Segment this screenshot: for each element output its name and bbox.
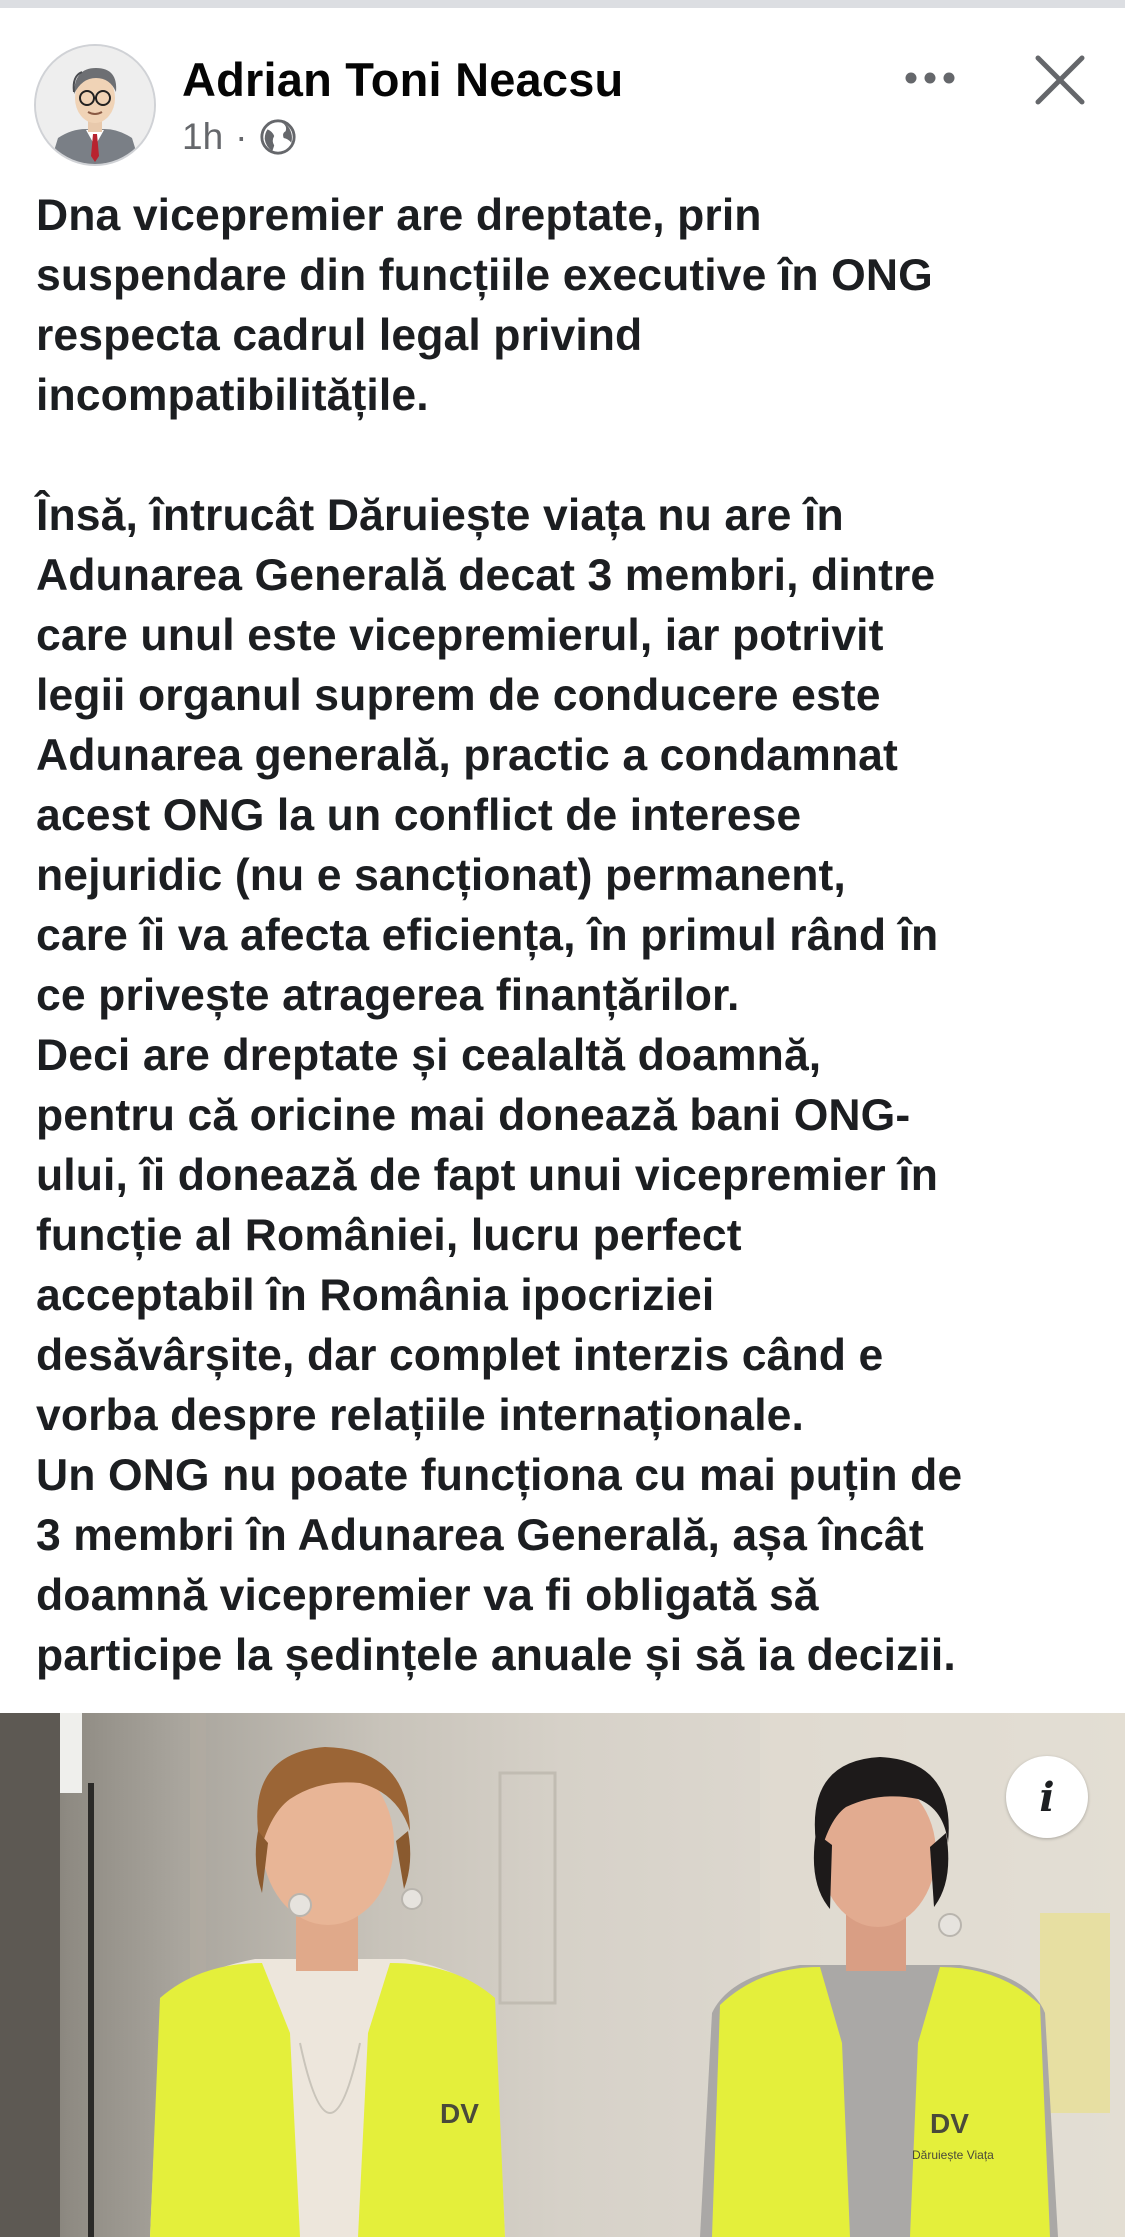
meta-separator: · bbox=[235, 116, 248, 157]
post-line: acest ONG la un conflict de interese bbox=[36, 791, 802, 840]
close-icon bbox=[1030, 50, 1090, 110]
post-line: care unul este vicepremierul, iar potrivit bbox=[36, 611, 884, 660]
post-line: Deci are dreptate și cealaltă doamnă, bbox=[36, 1031, 822, 1080]
post-line: Dna vicepremier are dreptate, prin bbox=[36, 191, 762, 240]
post-line: Adunarea Generală decat 3 membri, dintre bbox=[36, 551, 936, 600]
close-button[interactable] bbox=[1030, 50, 1090, 110]
post-line: participe la ședințele anuale și să ia decizii. bbox=[36, 1631, 956, 1680]
post-meta bbox=[182, 116, 297, 158]
post-line: desăvârșite, dar complet interzis când e bbox=[36, 1331, 884, 1380]
post-header bbox=[0, 8, 1125, 168]
post-line: ului, îi donează de fapt unui vicepremier în bbox=[36, 1151, 938, 1200]
post-line: Adunarea generală, practic a condamnat bbox=[36, 731, 898, 780]
paragraph-gap bbox=[36, 426, 1106, 486]
info-button[interactable] bbox=[1006, 1756, 1088, 1838]
photo-illustration bbox=[0, 1713, 1125, 2237]
post-line: doamnă vicepremier va fi obligată să bbox=[36, 1571, 819, 1620]
post-line: vorba despre relațiile internaționale. bbox=[36, 1391, 804, 1440]
post-line: incompatibilitățile. bbox=[36, 371, 429, 420]
post-line: nejuridic (nu e sancționat) permanent, bbox=[36, 851, 846, 900]
post-line: Un ONG nu poate funcționa cu mai puțin de bbox=[36, 1451, 963, 1500]
info-icon: i bbox=[1039, 1773, 1055, 1821]
post-line: ce privește atragerea finanțărilor. bbox=[36, 971, 740, 1020]
top-strip bbox=[0, 0, 1125, 8]
post-body bbox=[36, 186, 1106, 1686]
vest-logo-right: DV bbox=[930, 2108, 969, 2139]
vest-text-right: Dăruiește Viața bbox=[912, 2148, 994, 2162]
more-horizontal-icon bbox=[904, 71, 956, 85]
post-line: acceptabil în România ipocriziei bbox=[36, 1271, 715, 1320]
post-line: 3 membri în Adunarea Generală, așa încât bbox=[36, 1511, 924, 1560]
author-name[interactable]: Adrian Toni Neacsu bbox=[182, 53, 624, 106]
post-line: pentru că oricine mai donează bani ONG- bbox=[36, 1091, 911, 1140]
post-line: Însă, întrucât Dăruiește viața nu are în bbox=[36, 491, 844, 540]
vest-logo-left: DV bbox=[440, 2098, 479, 2129]
post-line: legii organul suprem de conducere este bbox=[36, 671, 881, 720]
post-photo[interactable] bbox=[0, 1713, 1125, 2237]
post-time[interactable]: 1h bbox=[182, 116, 224, 157]
avatar[interactable] bbox=[34, 44, 156, 166]
post-line: suspendare din funcțiile executive în ONG bbox=[36, 251, 933, 300]
post-line: funcție al României, lucru perfect bbox=[36, 1211, 742, 1260]
more-options-button[interactable] bbox=[900, 58, 960, 98]
post-line: respecta cadrul legal privind bbox=[36, 311, 643, 360]
globe-icon bbox=[259, 118, 297, 156]
post-line: care îi va afecta eficiența, în primul rând în bbox=[36, 911, 939, 960]
avatar-illustration bbox=[36, 46, 154, 164]
